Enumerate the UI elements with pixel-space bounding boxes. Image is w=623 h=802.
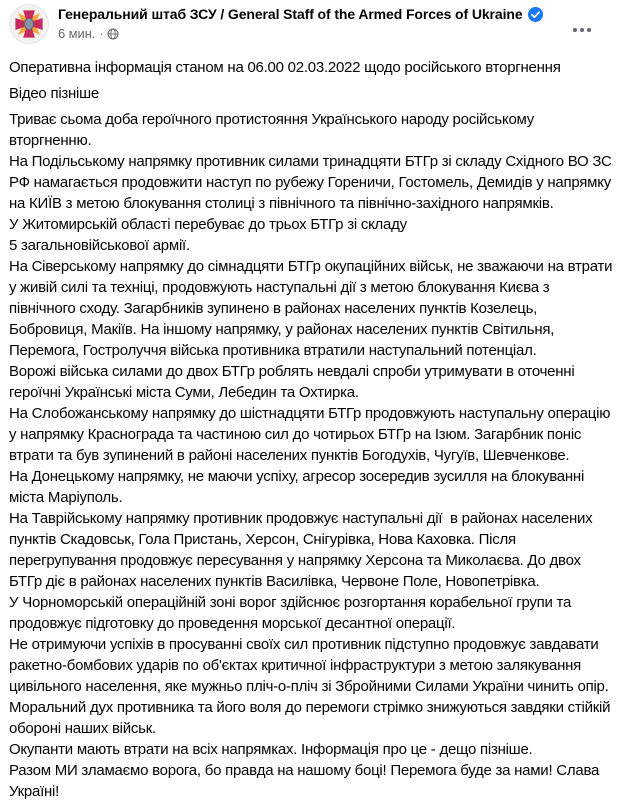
post-text-paragraph: Оперативна інформація станом на 06.00 02.03.2022 щодо російського вторгнення	[9, 59, 561, 76]
post-text-paragraph: Разом МИ зламаємо ворога, бо правда на нашому боці! Перемога буде за нами! Слава Україні!	[9, 762, 604, 800]
post-meta	[58, 26, 543, 41]
post-header	[9, 4, 614, 44]
post-text-paragraph: 5 загальновійськової армії.	[9, 237, 190, 254]
meta-separator: ·	[99, 26, 104, 41]
post-text-paragraph: Відео пізніше	[9, 85, 100, 102]
post-body	[9, 109, 617, 802]
post-text-paragraph: На Сіверському напрямку до сімнадцяти БТГр окупаційних військ, не зважаючи на втрати у живій силі та техніці, продовжують наступальні дії з метою блокування Києва з північного сходу. Загарбників зупинено в районах населених пунктів Козелець, Бобровиця, Макіїв. На іншому напрямку, у районах населених пунктів Світильня, Перемога, Гостролуччя війська противника втратили наступальний потенціал.	[9, 258, 617, 359]
header-text	[58, 4, 543, 41]
more-options-icon	[573, 28, 577, 32]
timestamp-link[interactable]: 6 мин.	[58, 26, 96, 41]
verified-badge-icon	[528, 7, 543, 22]
post-text-paragraph: На Донецькому напрямку, не маючи успіху, агресор зосередив зусилля на блокуванні міста Маріуполь.	[9, 468, 588, 506]
post-text-paragraph: Моральний дух противника та його воля до перемоги стрімко знижуються завдяки стійкій обороні наших військ.	[9, 699, 615, 737]
post-text-paragraph: Ворожі війська силами до двох БТГр роблять невдалі спроби утримувати в оточенні героїчні Українські міста Суми, Лебедин та Охтирка.	[9, 363, 579, 401]
privacy-public-globe-icon	[107, 28, 119, 40]
post-text-paragraph: У Житомирській області перебуває до трьох БТГр зі складу	[9, 216, 407, 233]
post-text-paragraph: Не отримуючи успіхів в просуванні своїх сил противник підступно продовжує завдавати ракетно-бомбових ударів по об'єктах критичної інфраструктури з метою залякування цивільного населення, яке мужньо пліч-о-пліч зі Збройними Силами України чинить опір.	[9, 636, 609, 695]
post-intro	[9, 57, 614, 104]
post-text-paragraph: На Таврійському напрямку противник продовжує наступальні дії в районах населених пунктів Скадовськ, Гола Пристань, Херсон, Снігурівка, Нова Каховка. Після перегрупування продовжує пересування у напрямку Херсона та Миколаєва. До двох БТГр діє в районах населених пунктів Василівка, Червоне Поле, Новопетрівка.	[9, 510, 597, 590]
post-text-paragraph: На Подільському напрямку противник силами тринадцяти БТГр зі складу Східного ВО ЗС РФ намагається продовжити наступ по рубежу Гореничи, Гостомель, Демидів у напрямку на КИЇВ з метою блокування столиці з північного та північно-західного напрямків.	[9, 153, 616, 212]
more-options-icon	[580, 28, 584, 32]
post-text-paragraph: У Чорноморській операційній зоні ворог здійснює розгортання корабельної групи та продовжує підготовку до проведення морської десантної операції.	[9, 594, 576, 632]
post-text	[9, 57, 617, 802]
post-text-paragraph: Окупанти мають втрати на всіх напрямках. Інформація про це - дещо пізніше.	[9, 741, 533, 758]
post-text-paragraph: Триває сьома доба героїчного протистояння Українського народу російському вторгненню.	[9, 111, 538, 149]
more-options-icon	[587, 28, 591, 32]
more-options-button[interactable]	[566, 18, 598, 42]
armed-forces-emblem-icon	[12, 7, 46, 41]
post-text-paragraph: На Слобожанському напрямку до шістнадцяти БТГр продовжують наступальну операцію у напрямку Краснограда та частиною сил до чотирьох БТГр на Ізюм. Загарбник поніс втрати та був зупинений в районі населених пунктів Богодухів, Чугуїв, Шевченкове.	[9, 405, 615, 464]
page-name-link[interactable]: Генеральний штаб ЗСУ / General Staff of the Armed Forces of Ukraine	[58, 6, 523, 22]
page-avatar[interactable]	[9, 4, 49, 44]
